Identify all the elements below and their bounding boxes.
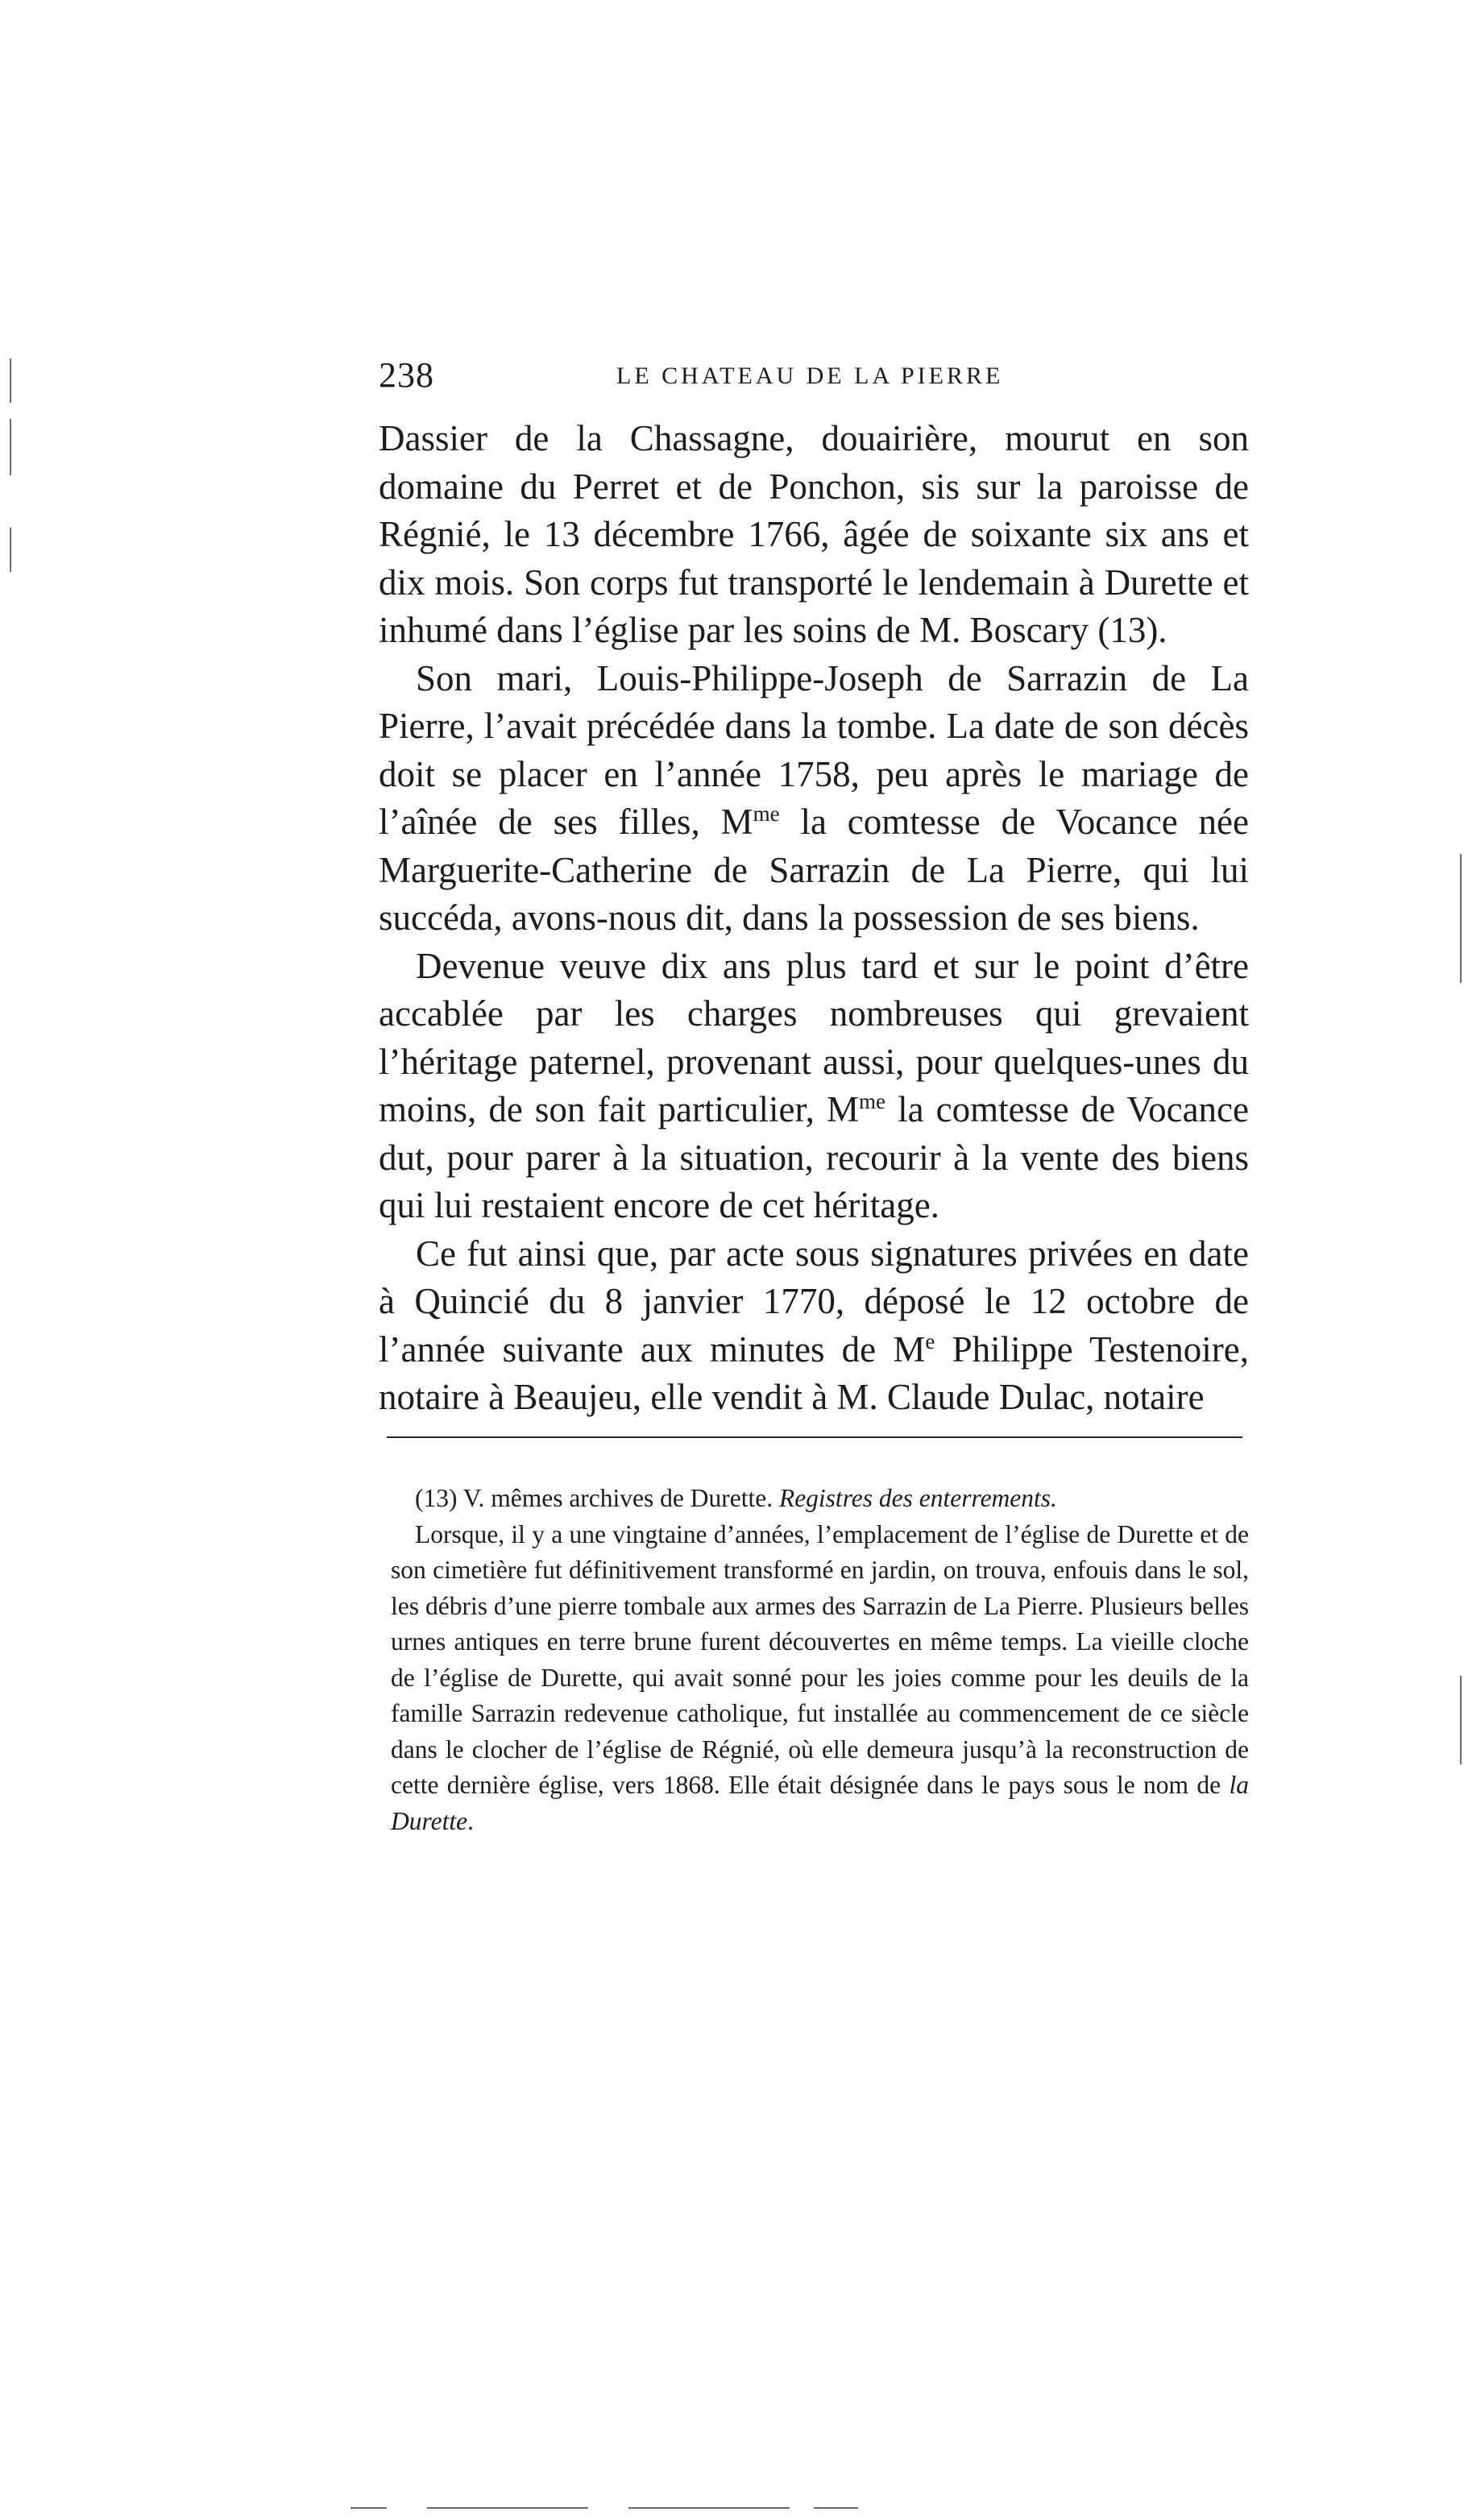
main-text [379, 415, 1249, 1422]
paragraph-1 [379, 415, 1249, 655]
scan-mark-bottom-2 [427, 2507, 588, 2509]
footnote-13-cont-end: . [467, 1806, 474, 1835]
footnote-13-cont-text: Lorsque, il y a une vingtaine d’années, l’emplacement de l’église de Durette et de son cimetière fut définitivement transformé en jardin, on trouva, enfouis dans le sol, les débris d’une pierre tombale aux armes des Sarrazin de La Pierre. Plusieurs belles urnes antiques en terre brune furent découvertes en même temps. La vieille cloche de l’église de Durette, qui avait sonné pour les joies comme pour les deuils de la famille Sarrazin redevenue catholique, fut installée au commencement de ce siècle dans le clocher de l’église de Régnié, où elle demeura jusqu’à la reconstruction de cette dernière église, vers 1868. Elle était désignée dans le pays sous le nom de [391, 1519, 1249, 1799]
footnote-13-text: (13) V. mêmes archives de Durette. [415, 1484, 779, 1512]
scan-mark-bottom-1 [350, 2507, 387, 2509]
paragraph-2-text-a: Son mari, Louis-Philippe-Joseph de Sarrazin de La Pierre, l’avait précédée dans la tombe. La date de son décès doit se placer en l’année 1758, peu après le mariage de l’aînée de ses filles, M [379, 657, 1249, 842]
paragraph-4-text-b: Philippe Testenoire, notaire à Beaujeu, elle vendit à M. Claude Dulac, notaire [379, 1328, 1249, 1417]
paragraph-2-text-b: la comtesse de Vocance née Marguerite-Catherine de Sarrazin de La Pierre, qui lui succéda, avons-nous dit, dans la possession de ses biens. [379, 802, 1250, 938]
scan-mark-left-1 [10, 359, 11, 403]
footnote-13-italic: Registres des enterrements. [778, 1484, 1057, 1512]
superscript-me: me [858, 1088, 885, 1113]
paragraph-2 [379, 655, 1249, 943]
superscript-e: e [925, 1328, 935, 1353]
paragraph-3 [379, 943, 1249, 1230]
paragraph-3-text-a: Devenue veuve dix ans plus tard et sur le point d’être accablée par les charges nombreuses qui grevaient l’héritage paternel, provenant aussi, pour quelques-unes du moins, de son fait particulier, M [379, 945, 1249, 1129]
scan-mark-bottom-3 [628, 2507, 790, 2509]
footnotes [391, 1481, 1249, 1839]
footnote-13 [391, 1481, 1249, 1517]
page-header [379, 354, 1249, 403]
running-title: LE CHATEAU DE LA PIERRE [616, 363, 1004, 389]
superscript-me: me [753, 801, 780, 826]
scan-mark-right-2 [1460, 1676, 1462, 1764]
scan-mark-left-3 [10, 528, 11, 572]
page-number: 238 [379, 355, 434, 395]
scan-mark-bottom-4 [814, 2507, 858, 2509]
paragraph-4-text-a: Ce fut ainsi que, par acte sous signatures privées en date à Quincié du 8 janvier 1770, déposé le 12 octobre de l’année suivante aux minutes de M [379, 1233, 1249, 1370]
paragraph-3-text-b: la comtesse de Vocance dut, pour parer à la situation, recourir à la vente des biens qui lui restaient encore de cet héritage. [379, 1089, 1249, 1225]
footnote-13-cont-italic: la Durette [391, 1771, 1249, 1835]
footnote-divider [387, 1436, 1242, 1438]
paragraph-4 [379, 1230, 1249, 1422]
scan-mark-left-2 [10, 419, 11, 475]
scan-mark-right-1 [1460, 854, 1462, 983]
paragraph-1-text: Dassier de la Chassagne, douairière, mourut en son domaine du Perret et de Ponchon, sis sur la paroisse de Régnié, le 13 décembre 1766, âgée de soixante six ans et dix mois. Son corps fut transporté le lendemain à Durette et inhumé dans l’église par les soins de M. Boscary (13). [379, 418, 1249, 650]
footnote-13-continuation [391, 1517, 1249, 1840]
